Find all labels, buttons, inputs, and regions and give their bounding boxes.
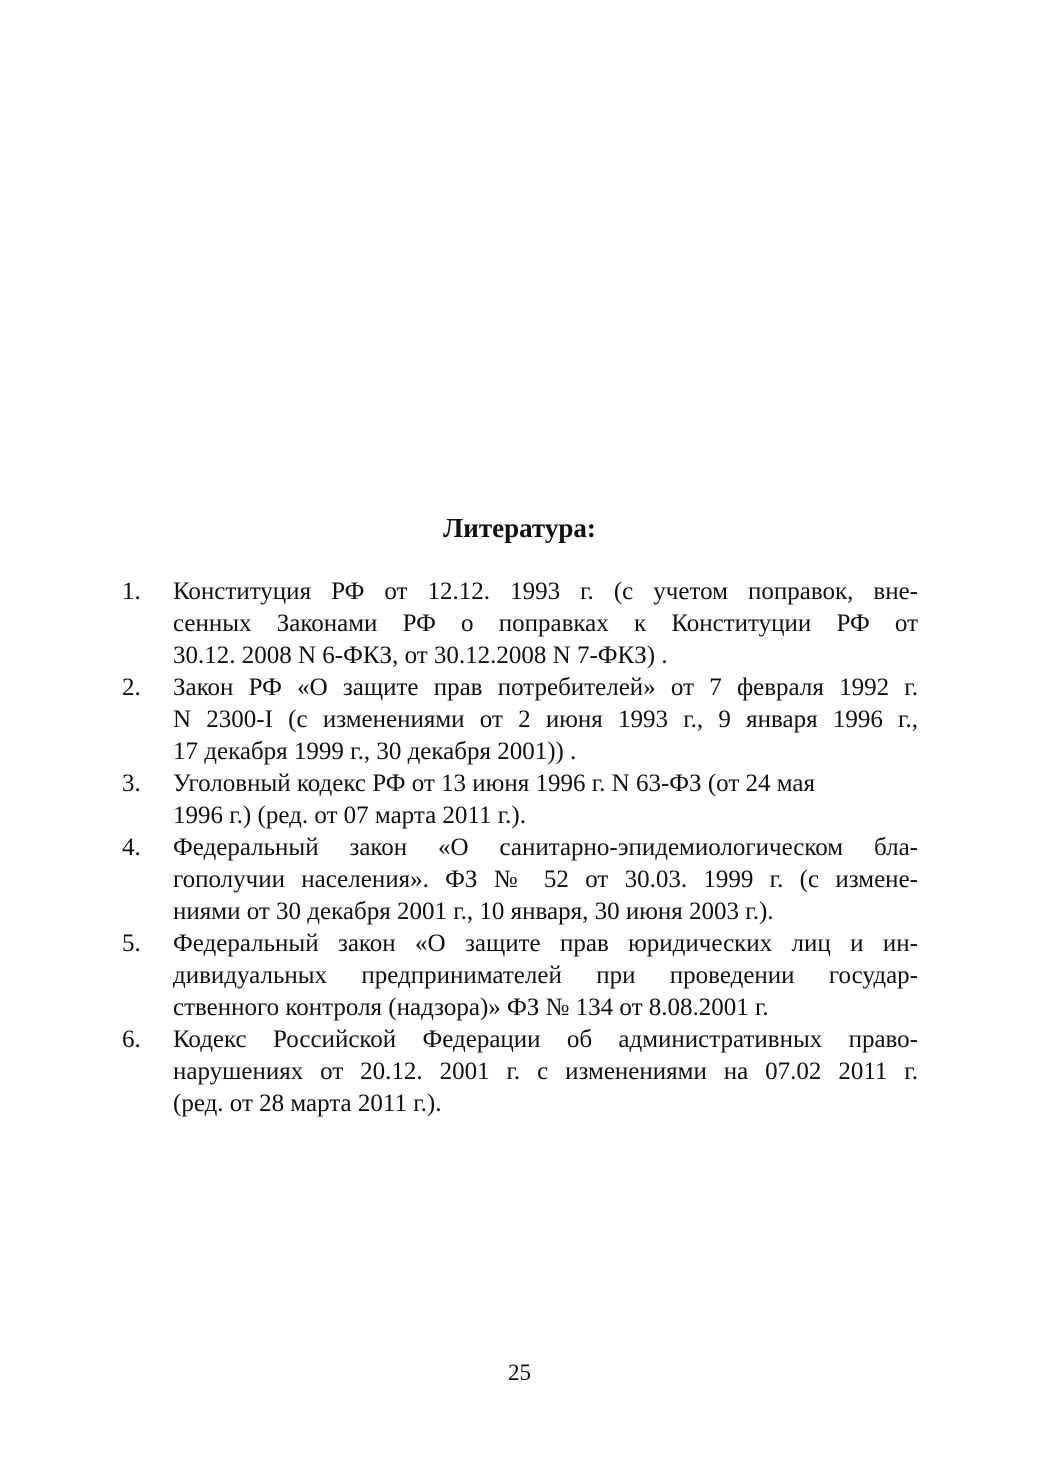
reference-line: 1996 г.) (ред. от 07 марта 2011 г.). (173, 802, 526, 829)
page-number: 25 (508, 1360, 531, 1385)
reference-line: 17 декабря 1999 г., 30 декабря 2001)) . (173, 738, 577, 765)
reference-line: ниями от 30 декабря 2001 г., 10 января, 30 июня 2003 г.). (173, 898, 774, 925)
reference-item-3 (122, 768, 918, 832)
reference-line: Федеральный закон «О санитарно-эпидемиологическом бла- (173, 834, 918, 861)
reference-line: N 2300-I (с изменениями от 2 июня 1993 г., 9 января 1996 г., (173, 706, 918, 733)
reference-line: Федеральный закон «О защите прав юридических лиц и ин- (173, 930, 918, 957)
reference-line: Уголовный кодекс РФ от 13 июня 1996 г. N 63-ФЗ (от 24 мая (173, 770, 815, 797)
reference-item-6 (122, 1024, 918, 1120)
reference-line: (ред. от 28 марта 2011 г.). (173, 1090, 442, 1117)
reference-number: 1. (122, 578, 141, 605)
reference-line: ственного контроля (надзора)» ФЗ № 134 от 8.08.2001 г. (173, 994, 769, 1021)
reference-line: Кодекс Российской Федерации об административных право- (173, 1026, 918, 1053)
reference-item-5 (122, 928, 918, 1024)
page-title-text: Литература: (443, 513, 596, 543)
reference-line: 30.12. 2008 N 6-ФКЗ, от 30.12.2008 N 7-ФКЗ) . (173, 642, 668, 669)
reference-line: гополучии населения». ФЗ № 52 от 30.03. 1999 г. (с измене- (173, 866, 918, 893)
reference-line: Закон РФ «О защите прав потребителей» от 7 февраля 1992 г. (173, 674, 918, 701)
reference-number: 2. (122, 674, 141, 701)
reference-number: 5. (122, 930, 141, 957)
page-title (0, 510, 1039, 546)
reference-line: сенных Законами РФ о поправках к Конституции РФ от (173, 610, 918, 637)
reference-line: дивидуальных предпринимателей при проведении государ- (173, 962, 918, 989)
reference-number: 6. (122, 1026, 141, 1053)
reference-number: 4. (122, 834, 141, 861)
reference-number: 3. (122, 770, 141, 797)
reference-item-2 (122, 672, 918, 768)
reference-item-4 (122, 832, 918, 928)
reference-item-1 (122, 576, 918, 672)
references-list (122, 576, 918, 1120)
reference-line: нарушениях от 20.12. 2001 г. с изменениями на 07.02 2011 г. (173, 1058, 918, 1085)
reference-line: Конституция РФ от 12.12. 1993 г. (с учетом поправок, вне- (173, 578, 918, 605)
